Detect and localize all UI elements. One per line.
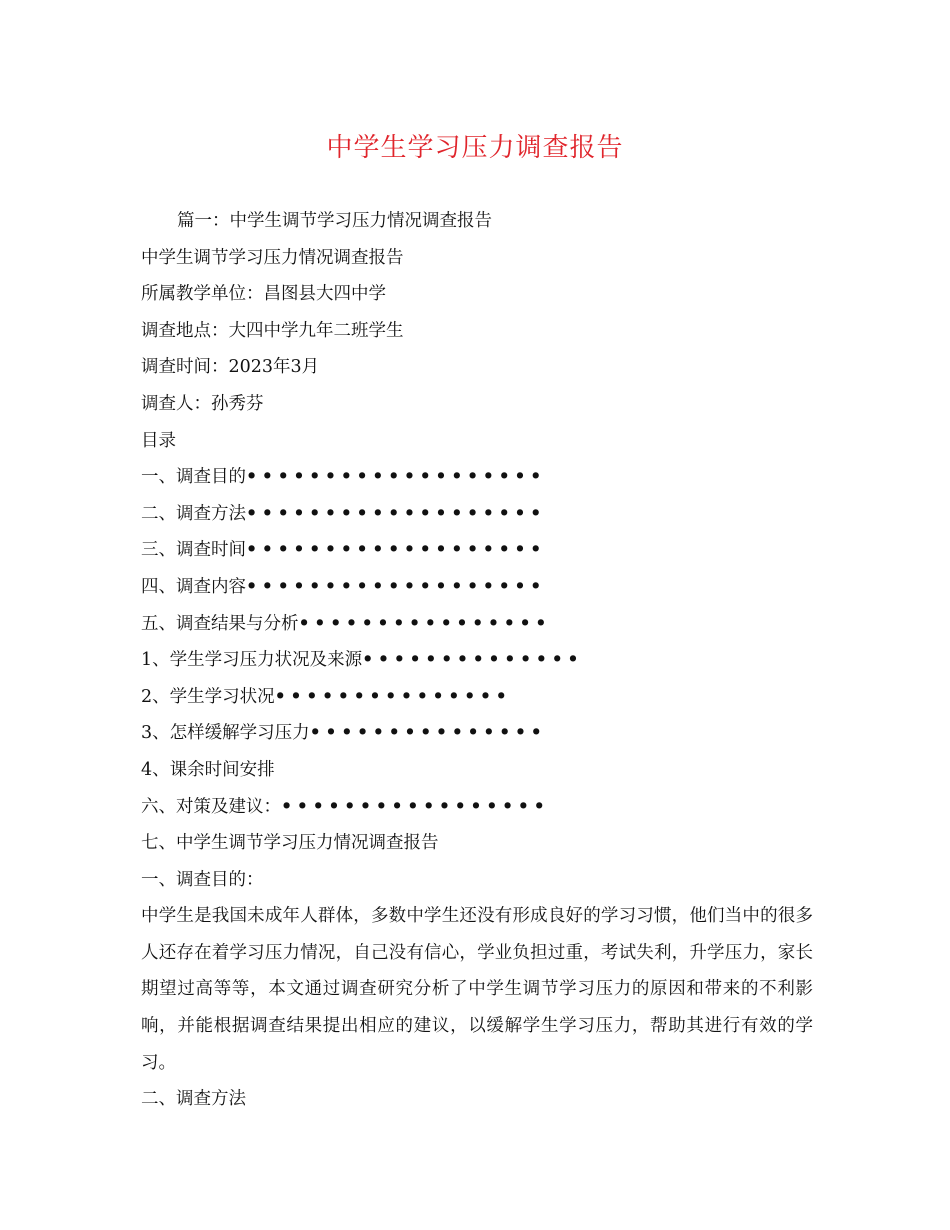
toc-item-dots: ••••••••••••••••••• bbox=[246, 540, 546, 561]
toc-item-label: 七、中学生调节学习压力情况调查报告 bbox=[141, 833, 439, 854]
toc-item bbox=[141, 532, 813, 569]
toc-item bbox=[141, 569, 813, 606]
toc-item-dots: ••••••••••••••••••• bbox=[246, 576, 546, 597]
info-location: 调查地点：大四中学九年二班学生 bbox=[141, 320, 404, 341]
toc-item-label: 1、学生学习压力状况及来源 bbox=[141, 650, 363, 671]
toc-item bbox=[141, 642, 813, 679]
toc-item-dots: •••••••••••••• bbox=[362, 650, 584, 671]
toc-item-label: 4、课余时间安排 bbox=[141, 759, 275, 780]
toc-item bbox=[141, 752, 813, 789]
toc-item bbox=[141, 496, 813, 533]
toc-item-dots: ••••••••••••••••••• bbox=[246, 467, 546, 488]
toc-item-dots: ••••••••••••••• bbox=[309, 723, 547, 744]
toc-item-dots: ••••••••••••••••••• bbox=[246, 503, 546, 524]
info-investigator: 调查人：孙秀芬 bbox=[141, 393, 264, 414]
toc-item-dots: •••••••••••••••• bbox=[298, 613, 552, 634]
toc-item-label: 六、对策及建议： bbox=[141, 796, 281, 817]
toc-heading: 目录 bbox=[141, 430, 176, 451]
document-title: 中学生学习压力调查报告 bbox=[326, 133, 624, 163]
toc-item-label: 五、调查结果与分析 bbox=[141, 613, 299, 634]
toc-item-dots: ••••••••••••••••• bbox=[281, 796, 550, 817]
toc-item-label: 三、调查时间 bbox=[141, 540, 246, 561]
toc-item-label: 一、调查目的 bbox=[141, 467, 246, 488]
info-time: 调查时间：2023年3月 bbox=[141, 357, 320, 378]
toc-item-label: 四、调查内容 bbox=[141, 576, 246, 597]
section-heading: 一、调查目的： bbox=[141, 869, 264, 890]
toc-item bbox=[141, 715, 813, 752]
chapter-heading: 篇一：中学生调节学习压力情况调查报告 bbox=[177, 211, 492, 231]
document-body bbox=[141, 203, 813, 1118]
toc-item-dots: ••••••••••••••• bbox=[274, 686, 512, 707]
toc-item bbox=[141, 679, 813, 716]
info-unit: 所属教学单位：昌图县大四中学 bbox=[141, 284, 386, 305]
toc-item-label: 二、调查方法 bbox=[141, 503, 246, 524]
section-paragraph: 中学生是我国未成年人群体，多数中学生还没有形成良好的学习习惯，他们当中的很多人还存在着学习压力情况，自己没有信心，学业负担过重，考试失利，升学压力，家长期望过高等等，本文通过调查研究分析了中学生调节学习压力的原因和带来的不利影响，并能根据调查结果提出相应的建议，以缓解学生学习压力，帮助其进行有效的学习。 bbox=[141, 906, 813, 1073]
section-heading: 二、调查方法 bbox=[141, 1089, 246, 1110]
toc-item bbox=[141, 789, 813, 826]
toc-item-label: 2、学生学习状况 bbox=[141, 686, 275, 707]
toc-item bbox=[141, 825, 813, 862]
toc-item bbox=[141, 459, 813, 496]
toc-item-label: 3、怎样缓解学习压力 bbox=[141, 723, 310, 744]
toc-item bbox=[141, 606, 813, 643]
report-title: 中学生调节学习压力情况调查报告 bbox=[141, 247, 404, 268]
